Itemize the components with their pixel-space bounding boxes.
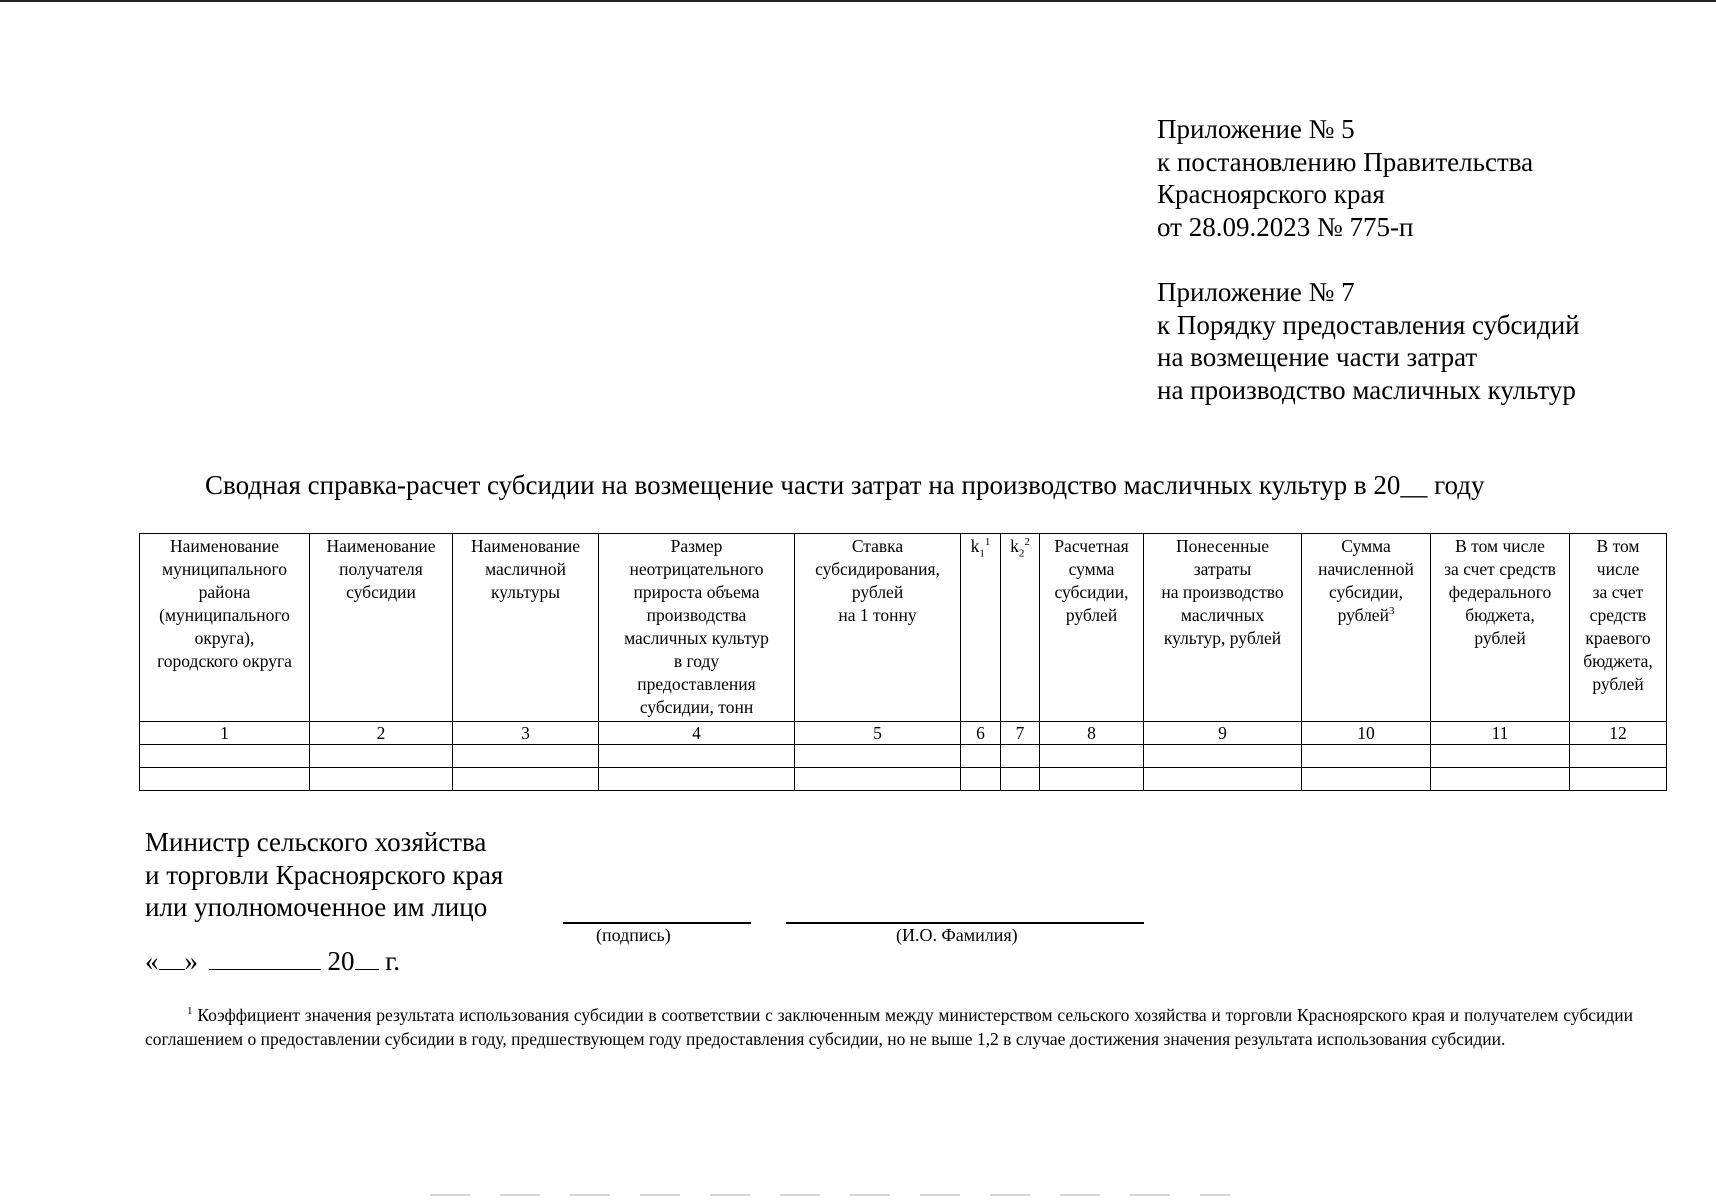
attachment-7-line: на возмещение части затрат	[1157, 342, 1478, 372]
empty-cell	[795, 768, 961, 791]
header-line: на производство	[1161, 582, 1284, 602]
header-line: получателя	[339, 559, 423, 579]
header-line: муниципального	[162, 559, 287, 579]
header-line: в году	[673, 651, 720, 671]
empty-cell	[1040, 745, 1144, 768]
column-number: 12	[1570, 722, 1667, 745]
date-quote-close: »	[184, 946, 198, 976]
calculation-table	[139, 533, 1667, 791]
header-line: рублей	[1065, 605, 1118, 625]
name-caption: (И.О. Фамилия)	[896, 925, 1018, 945]
empty-cell	[961, 745, 1001, 768]
column-number: 11	[1431, 722, 1570, 745]
header-growth-volume	[599, 534, 795, 722]
header-line: Ставка	[851, 536, 904, 556]
date-suffix: г.	[385, 946, 401, 976]
header-federal-budget	[1431, 534, 1570, 722]
attachment-7-line: Приложение № 7	[1157, 277, 1355, 307]
attachment-5-line: к постановлению Правительства	[1157, 146, 1534, 177]
header-line: Наименование	[169, 536, 280, 556]
footnote-text: Коэффициент значения результата использования субсидии в соответствии с заключенным между министерством сельского хозяйства и торговли Красноярского края и получателем субсидии соглашением о предоставлении субсидии в году, предшествующем году предоставления субсидии, но не выше 1,2 в случае достижения значения результата использования субсидии.	[145, 1005, 1633, 1049]
header-regional-budget	[1570, 534, 1667, 722]
empty-cell	[1570, 745, 1667, 768]
header-line: неотрицательного	[629, 559, 764, 579]
attachment-7-block	[1157, 276, 1580, 406]
minister-line: и торговли Красноярского края	[145, 859, 504, 890]
empty-data-row	[140, 768, 1667, 791]
header-line: прироста объема	[633, 582, 760, 602]
empty-cell	[1144, 768, 1302, 791]
empty-cell	[1001, 745, 1040, 768]
footnote-marker: 1	[187, 1005, 193, 1018]
empty-cell	[1040, 768, 1144, 791]
header-line: средств	[1589, 605, 1647, 625]
attachment-7-line: на производство масличных культур	[1157, 374, 1576, 405]
empty-cell	[140, 745, 310, 768]
document-title: Сводная справка-расчет субсидии на возмещение части затрат на производство масличных культур в 20__ году	[205, 470, 1485, 500]
attachment-5-line: Приложение № 5	[1157, 114, 1355, 144]
header-line: (муниципального	[159, 605, 290, 625]
month-blank	[209, 947, 321, 970]
header-line: субсидии,	[1328, 582, 1404, 602]
header-k1: $k_1^1$	[961, 534, 1001, 722]
header-line: субсидии	[346, 582, 416, 602]
header-line: на 1 тонну	[838, 605, 917, 625]
header-recipient	[310, 534, 453, 722]
header-estimated-sum	[1040, 534, 1144, 722]
attachment-5-line: Красноярского края	[1157, 179, 1385, 209]
header-line: района	[198, 582, 251, 602]
empty-cell	[1144, 745, 1302, 768]
header-line: В том	[1596, 536, 1640, 556]
date-quote-open: «	[145, 946, 159, 976]
header-line: производства	[646, 605, 747, 625]
header-line: Расчетная	[1054, 536, 1129, 556]
header-line: В том числе	[1455, 536, 1545, 556]
empty-cell	[1570, 768, 1667, 791]
header-line: сумма	[1068, 559, 1115, 579]
empty-cell	[310, 768, 453, 791]
empty-cell	[1001, 768, 1040, 791]
column-number: 5	[795, 722, 961, 745]
header-line: рублей	[1474, 628, 1526, 648]
header-line: за счет	[1592, 582, 1644, 602]
minister-block	[145, 826, 503, 924]
header-line: бюджета,	[1583, 651, 1653, 671]
header-accrued-subsidy	[1302, 534, 1431, 722]
header-rate	[795, 534, 961, 722]
signature-caption: (подпись)	[596, 925, 671, 945]
empty-cell	[140, 768, 310, 791]
column-number: 4	[599, 722, 795, 745]
header-line: Сумма	[1341, 536, 1391, 556]
header-line: за счет средств	[1444, 559, 1556, 579]
minister-line: или уполномоченное им лицо	[145, 892, 488, 922]
header-line: культур, рублей	[1163, 628, 1282, 648]
header-line: рублей	[1337, 605, 1389, 625]
header-line: субсидирования,	[815, 559, 940, 579]
header-line: рублей	[851, 582, 904, 602]
empty-cell	[453, 768, 599, 791]
header-line: затраты	[1193, 559, 1252, 579]
header-crop	[453, 534, 599, 722]
empty-data-row	[140, 745, 1667, 768]
column-number: 9	[1144, 722, 1302, 745]
year-blank	[355, 947, 379, 970]
empty-cell	[1431, 768, 1570, 791]
header-line: федерального	[1448, 582, 1552, 602]
header-line: краевого	[1585, 628, 1651, 648]
header-k2: $k_2^2$	[1001, 534, 1040, 722]
attachment-5-line: от 28.09.2023 № 775-п	[1157, 211, 1414, 242]
column-number: 6	[961, 722, 1001, 745]
empty-cell	[1302, 745, 1431, 768]
column-number: 10	[1302, 722, 1431, 745]
scan-artifact	[430, 1194, 1230, 1196]
attachment-5-block	[1157, 113, 1533, 243]
date-field	[145, 946, 400, 977]
header-line: городского округа	[157, 651, 292, 671]
column-number: 7	[1001, 722, 1040, 745]
attachment-7-line: к Порядку предоставления субсидий	[1157, 309, 1580, 340]
header-line: Наименование	[470, 536, 581, 556]
empty-cell	[599, 745, 795, 768]
empty-cell	[795, 745, 961, 768]
header-incurred-costs	[1144, 534, 1302, 722]
date-year-prefix: 20	[327, 946, 355, 976]
name-line	[786, 922, 1144, 924]
empty-cell	[453, 745, 599, 768]
header-line: субсидии, тонн	[639, 697, 754, 717]
header-municipality	[140, 534, 310, 722]
header-line: масличных культур	[624, 628, 769, 648]
column-number: 2	[310, 722, 453, 745]
table-header-row	[140, 534, 1667, 722]
header-line: начисленной	[1318, 559, 1414, 579]
header-line: Наименование	[326, 536, 436, 556]
empty-cell	[1431, 745, 1570, 768]
header-line: масличных	[1180, 605, 1265, 625]
header-line: масличной	[485, 559, 566, 579]
footnote	[145, 1004, 1633, 1051]
header-line: субсидии,	[1054, 582, 1129, 602]
signature-line	[563, 922, 751, 924]
empty-cell	[1302, 768, 1431, 791]
scan-top-edge	[0, 0, 1716, 2]
header-line: Размер	[670, 536, 723, 556]
header-line: числе	[1596, 559, 1640, 579]
column-number: 8	[1040, 722, 1144, 745]
minister-line: Министр сельского хозяйства	[145, 827, 487, 857]
empty-cell	[599, 768, 795, 791]
footnote-ref: 3	[1388, 605, 1395, 618]
column-number: 3	[453, 722, 599, 745]
header-line: бюджета,	[1465, 605, 1535, 625]
header-line: Понесенные	[1176, 536, 1269, 556]
empty-cell	[310, 745, 453, 768]
header-line: округа),	[194, 628, 255, 648]
day-blank	[159, 947, 185, 970]
header-line: рублей	[1592, 674, 1644, 694]
column-number: 1	[140, 722, 310, 745]
header-line: предоставления	[637, 674, 756, 694]
header-line: культуры	[491, 582, 560, 602]
empty-cell	[961, 768, 1001, 791]
column-number-row	[140, 722, 1667, 745]
